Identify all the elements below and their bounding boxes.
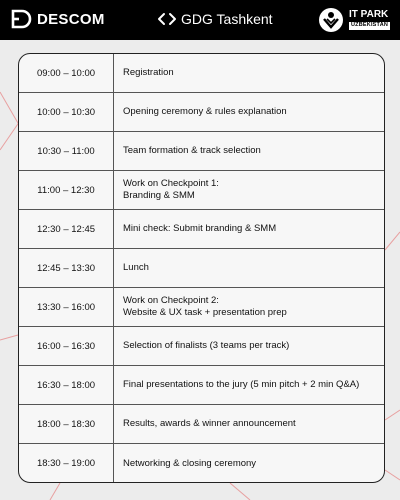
activity-text: Work on Checkpoint 1: [123,178,219,190]
time-slot: 12:30 – 12:45 [36,223,96,235]
activity-cell [123,249,378,287]
activity-cell [123,93,378,131]
activity-text-line2: Website & UX task + presentation prep [123,307,287,318]
descom-logo [10,8,105,30]
gdg-logo [157,9,273,29]
activity-text: Work on Checkpoint 2: [123,295,219,307]
activity-text: Final presentations to the jury (5 min pitch + 2 min Q&A) [123,379,360,391]
time-slot: 16:30 – 18:00 [36,379,96,391]
activity-text: Results, awards & winner announcement [123,418,296,430]
schedule-row [19,171,384,210]
activity-text: Selection of finalists (3 teams per track) [123,340,290,352]
descom-label: DESCOM [37,10,105,28]
time-slot: 18:30 – 19:00 [36,458,96,469]
time-slot: 09:00 – 10:00 [36,67,96,79]
gdg-chevrons-icon [157,12,177,26]
itpark-logo [318,5,390,35]
activity-cell [123,405,378,443]
itpark-sublabel: UZBEKISTAN [351,22,389,29]
activity-text: Networking & closing ceremony [123,457,257,469]
activity-text-line2: Branding & SMM [123,190,195,201]
schedule-row [19,132,384,171]
time-slot: 11:00 – 12:30 [37,184,95,196]
schedule-table [18,53,385,483]
time-slot: 12:45 – 13:30 [36,262,96,274]
activity-text: Mini check: Submit branding & SMM [123,223,277,235]
activity-cell [123,54,378,92]
schedule-row [19,54,384,93]
activity-cell [123,288,378,326]
itpark-emblem-icon [318,7,344,33]
time-slot: 10:30 – 11:00 [37,145,95,157]
descom-logo-icon [10,8,32,30]
header-bar [0,0,400,40]
schedule-row [19,249,384,288]
schedule-row [19,366,384,405]
activity-cell [123,444,378,483]
activity-cell [123,171,378,209]
time-slot: 10:00 – 10:30 [36,106,96,118]
time-slot: 13:30 – 16:00 [36,301,96,313]
time-slot: 18:00 – 18:30 [36,418,96,430]
time-slot: 16:00 – 16:30 [36,340,96,352]
activity-cell [123,366,378,404]
activity-text: Team formation & track selection [123,145,261,157]
schedule-row [19,444,384,483]
schedule-row [19,210,384,249]
activity-cell [123,132,378,170]
schedule-row [19,93,384,132]
activity-text: Lunch [123,262,149,274]
activity-text: Opening ceremony & rules explanation [123,106,287,118]
schedule-row [19,327,384,366]
activity-cell [123,327,378,365]
schedule-row [19,405,384,444]
gdg-label: GDG Tashkent [181,11,273,27]
activity-cell [123,210,378,248]
itpark-label: IT PARK [349,9,389,21]
schedule-row [19,288,384,327]
activity-text: Registration [123,67,174,79]
